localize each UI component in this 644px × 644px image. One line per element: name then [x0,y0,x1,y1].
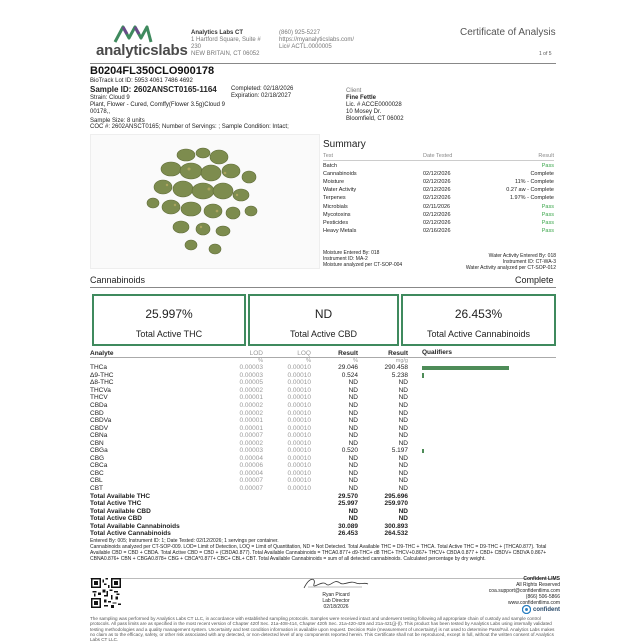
analyte-row [90,447,556,455]
disclaimer: The sampling was performed by Analytics Labs CT LLC, in accordance with established sampling protocols. Samples were received intact and underwent testing following all appropriate chain of custody and sample control protocols. All pass limits are as specified in the most recent version of Chapter 420f Sec. 21a-408-414, Chapter 420h Sec. 21a-420-429 and 21a-421(j)-(l). This product has been tested by Analytics Labs using internally validated testing methodologies and a quality management system. Uncertainty and test condition information is available upon request. Decision Rule (measurement of uncertainty) is not used to determine Pass/Fail. Analytics Labs makes no claim as to the efficacy, safety, or other risk associated with any detected, or non-detected level of any components reported herein. This Certificate shall not be reproduced, except in full, without the written consent of Analytics Labs CT LLC. [90,616,555,643]
summary-row [323,227,554,235]
analyte-row [90,455,556,463]
summary-result: 11% - Complete [514,179,554,186]
lims-name: Confident LIMS [523,576,560,582]
analyte-lod: 0.00003 [239,371,263,379]
total-name: Total Active Cannabinoids [90,530,171,538]
analyte-row [90,409,556,417]
analyte-lod: 0.00003 [239,447,263,455]
header-result-mg: Result [388,349,408,357]
analyte-result-mg: ND [398,417,408,425]
analyte-qualifier-cell [408,485,556,493]
summary-test: Cannabinoids [323,171,357,178]
summary-test: Pesticides [323,219,349,226]
summary-test: Moisture [323,179,345,186]
page-number: 1 of 5 [539,51,552,57]
analyte-result-pct: ND [348,454,358,462]
kpi-total-active-cannabinoids [401,294,556,346]
total-result-mg: 295.696 [384,492,408,500]
summary-row [323,194,554,202]
analyte-result-pct: ND [348,485,358,493]
analyte-qualifier-cell [408,439,556,447]
header-lod: LOD [249,349,263,357]
analyte-loq: 0.00010 [287,371,311,379]
summary-date: 02/16/2026 [423,227,451,234]
analyte-lod: 0.00005 [239,379,263,387]
analyte-lod: 0.00007 [239,477,263,485]
analyte-result-pct: ND [348,432,358,440]
summary-result: 0.27 aw - Complete [506,187,554,194]
analyte-row [90,424,556,432]
lab-address-line-2: NEW BRITAIN, CT 06052 [191,51,260,57]
summary-date: 02/12/2026 [423,219,451,226]
analyte-row [90,394,556,402]
analyte-lod: 0.00003 [239,364,263,372]
unit-mg: mg/g [395,357,408,364]
analyte-loq: 0.00010 [287,447,311,455]
water-instrument: Instrument ID: CT-WA-3 [502,259,556,265]
analyte-qualifier-cell [408,417,556,425]
analyte-loq: 0.00010 [287,424,311,432]
header-loq: LOQ [297,349,311,357]
lab-address-block [191,30,271,58]
summary-date: 02/11/2026 [423,203,451,210]
lims-rights: All Rights Reserved [516,582,560,588]
analyte-result-mg: ND [398,454,408,462]
analyte-name: CBNa [90,432,108,440]
product-photo [90,134,320,269]
total-result-mg: 259.970 [384,500,408,508]
analyte-name: THCa [90,364,107,372]
analyte-name: THCVa [90,386,111,394]
signer-name: Ryan Picard [322,592,350,598]
analyte-qualifier-cell [408,364,556,372]
total-result-mg: 300.893 [384,522,408,530]
analyte-lod: 0.00002 [239,402,263,409]
analyte-result-mg: ND [398,439,408,447]
analyte-rows [90,364,556,492]
analyte-result-mg: ND [398,485,408,493]
analyte-result-mg: 5.197 [391,447,408,455]
lab-address-line-1: 1 Hartford Square, Suite # 230 [191,37,261,50]
water-activity-info [440,253,556,271]
kpi-total-active-thc [92,294,246,346]
summary-test: Microbials [323,203,348,210]
analyte-row [90,417,556,425]
analyte-qualifier-cell [408,379,556,387]
analyte-result-mg: ND [398,469,408,477]
analyte-qualifier-cell [408,409,556,417]
signature-block [306,592,366,610]
total-result-mg: 264.532 [384,530,408,538]
analyte-loq: 0.00010 [287,432,311,440]
client-street: 10 Mosey Dr. [346,109,382,115]
summary-test: Batch [323,163,338,170]
lims-email[interactable]: coa.support@confidentlims.com [488,588,560,594]
analyte-row [90,387,556,395]
analyte-loq: 0.00010 [287,417,311,425]
analyte-result-pct: ND [348,394,358,402]
signature-date: 02/18/2026 [323,604,349,610]
analyte-result-bar [422,373,424,378]
footnote-definitions: Cannabinoids analyzed per CT-SOP-009. LOD= Limit of Detection, LOQ = Limit of Quantitation, ND = Not Detected. Total Available THC = D9-THC + THCA. Total Active THC = D9-THC + (THCA0.877). Total Available CBD = CBD + CBDA. Total Active CBD = CBD + (CBDA0.877). Total Available Cannabinoids = THCA0.877+ d9-THC+ d8 THC+ THCV+0.867+ THCV+ CBDA 0.877 + CBD+ CBDV+ CBDVA 0.867+ CBNA0.876+ CBN + CBGA0.878+ CBG + CBCA*0.877+ CBC+ CBL+ CBT. Total Available Cannabinoids = sum of all detected cannabinoids. Calculated percentage by dry weight. [90,544,547,562]
analyte-result-pct: 29.046 [338,364,358,372]
analyte-qualifier-cell [408,424,556,432]
client-name: Fine Fettle [346,95,377,101]
summary-date: 02/12/2026 [423,195,451,202]
analyte-lod: 0.00001 [239,417,263,425]
analyte-row [90,470,556,478]
analyte-loq: 0.00010 [287,379,311,387]
cannabinoids-status: Complete [515,275,554,285]
cannabinoids-divider [90,287,556,288]
dates-block [231,86,321,100]
analyte-result-pct: ND [348,386,358,394]
header-result-pct: Result [338,349,358,357]
analyte-row [90,462,556,470]
analyte-name: Δ9-THC [90,371,114,379]
analyte-qualifier-cell [408,402,556,410]
analyte-qualifier-cell [408,455,556,463]
summary-result: Pass [541,219,554,226]
total-row [90,507,556,515]
lims-phone: (866) 506-5866 [525,594,560,600]
lims-block [470,576,560,606]
expiration-date: Expiration: 02/18/2027 [231,93,292,99]
analyte-row [90,432,556,440]
analyte-name: THCV [90,394,108,402]
analyte-loq: 0.00010 [287,462,311,470]
summary-result: Pass [541,211,554,218]
lims-site[interactable]: www.confidentlims.com [508,600,560,606]
kpi-total-active-cbd [248,294,399,346]
analyte-lod: 0.00004 [239,454,263,462]
analyte-name: CBDVa [90,417,112,425]
client-city: Bloomfield, CT 06002 [346,116,404,122]
sample-size: Sample Size: 8 units [90,118,145,124]
summary-row [323,202,554,210]
total-name: Total Available Cannabinoids [90,522,180,530]
confident-logo-icon [522,605,531,614]
analyte-result-mg: ND [398,462,408,470]
water-sop: Water Activity analyzed per CT-SOP-012 [465,265,556,271]
moisture-entered-by: Moisture Entered By: 018 [323,250,380,256]
analyte-loq: 0.00010 [287,364,311,372]
analyte-row [90,477,556,485]
summary-row [323,186,554,194]
analyte-loq: 0.00010 [287,439,311,447]
analyte-qualifier-cell [408,432,556,440]
analyte-result-mg: ND [398,386,408,394]
analyte-qualifier-cell [408,447,556,455]
total-result-mg: ND [398,515,408,523]
analyte-name: CBG [90,454,105,462]
analyte-name: CBN [90,439,104,447]
summary-result: Pass [541,203,554,210]
analyte-name: CBCa [90,462,108,470]
analyte-name: CBDV [90,424,109,432]
unit-result: % [353,357,358,364]
summary-header-date: Date Tested [423,152,453,159]
analyticslabs-logo-text: analyticslabs [96,42,188,59]
analyte-name: Δ8-THC [90,379,114,387]
analyte-lod: 0.00002 [239,439,263,447]
analyte-qualifier-cell [408,387,556,395]
total-name: Total Active CBD [90,515,143,523]
analyte-result-mg: ND [398,424,408,432]
completed-date: Completed: 02/18/2026 [231,86,294,92]
matrix: Plant, Flower - Cured, Comffy(Flower 3.5g)Cloud 9 [90,102,225,108]
analyte-result-pct: ND [348,462,358,470]
total-result-pct: ND [348,507,358,515]
analyte-result-mg: ND [398,394,408,402]
client-license: Lic. # ACCE0000028 [346,102,402,108]
header-divider [90,63,556,64]
analyte-qualifier-cell [408,477,556,485]
confident-logo [522,605,560,614]
summary-result: Complete [530,171,554,178]
analyte-result-bar [422,366,509,371]
analyte-lod: 0.00007 [239,485,263,493]
analyte-lod: 0.00007 [239,432,263,440]
total-row [90,492,556,500]
summary-row [323,170,554,178]
analyte-row [90,485,556,493]
analyte-lod: 0.00004 [239,469,263,477]
analyte-row [90,379,556,387]
analyte-loq: 0.00010 [287,394,311,402]
client-label: Client [346,88,362,94]
analyte-qualifier-cell [408,394,556,402]
unit-lod: % [258,357,263,364]
biotrack-lot-id: BioTrack Lot ID: 5953 4061 7486 4692 [90,78,193,84]
analyte-lod: 0.00006 [239,462,263,470]
analyte-result-mg: ND [398,379,408,387]
document-title: Certificate of Analysis [460,27,556,38]
moisture-sop: Moisture analyzed per CT-SOP-004 [323,262,403,268]
director-signature [300,574,370,592]
lot-title: B0204FL350CLO900178 [90,65,215,77]
header-analyte: Analyte [90,349,114,357]
total-name: Total Available CBD [90,507,151,515]
kpi-total-value: 26.453% [454,307,503,321]
summary-header-row [323,151,554,161]
analyte-result-mg: ND [398,409,408,417]
unit-loq: % [306,357,311,364]
analyte-result-pct: ND [348,417,358,425]
summary-title: Summary [323,139,366,150]
lab-website-link[interactable]: https://myanalyticslabs.com/ [279,37,355,43]
analyte-qualifier-cell [408,372,556,380]
analyte-name: CBD [90,409,104,417]
client-block [346,88,446,123]
summary-result: Pass [541,227,554,234]
analyte-lod: 0.00001 [239,394,263,402]
footnote-entered: Entered By: 005; Instrument ID: 1; Date Tested: 02/12/2026; 1 servings per container. [90,538,279,544]
analyte-name: CBDa [90,402,108,409]
analyticslabs-logo-mark [113,24,153,44]
analyte-loq: 0.00010 [287,477,311,485]
summary-test: Heavy Metals [323,227,357,234]
lab-license: Lic# ACTL.0000005 [279,44,332,50]
cannabinoids-title: Cannabinoids [90,275,146,285]
strain: Strain: Cloud 9 [90,95,130,101]
summary-test: Water Activity [323,187,357,194]
analyte-loq: 0.00010 [287,402,311,409]
analyte-loq: 0.00010 [287,454,311,462]
summary-test: Mycotoxins [323,211,351,218]
analyte-row [90,372,556,380]
analyte-name: CBGa [90,447,108,455]
summary-table [323,151,554,235]
analyte-loq: 0.00010 [287,386,311,394]
lab-name: Analytics Labs CT [191,30,244,36]
water-entered-by: Water Activity Entered By: 018 [488,253,556,259]
analyte-qualifier-cell [408,470,556,478]
summary-row [323,162,554,170]
analyte-table [90,349,556,538]
footnotes [90,538,556,562]
analyte-lod: 0.00001 [239,424,263,432]
total-row [90,500,556,508]
total-result-pct: 29.570 [338,492,358,500]
analyte-result-pct: 0.524 [341,371,358,379]
analyte-result-pct: ND [348,379,358,387]
kpi-thc-value: 25.997% [145,307,193,321]
cannabis-flower-image [91,135,319,268]
kpi-cbd-value: ND [314,307,333,321]
summary-result: 1.97% - Complete [509,195,554,202]
summary-row [323,211,554,219]
analyte-result-mg: ND [398,477,408,485]
analyte-result-pct: ND [348,402,358,409]
analyte-result-pct: 0.520 [341,447,358,455]
signer-title: Lab Director [322,598,350,604]
analyte-loq: 0.00010 [287,409,311,417]
kpi-total-label: Total Active Cannabinoids [426,329,531,339]
sample-id: Sample ID: 2602ANSCT0165-1164 [90,85,217,94]
analyte-result-mg: ND [398,402,408,409]
analyte-loq: 0.00010 [287,469,311,477]
sample-details [90,95,240,116]
moisture-info [323,250,423,268]
sample-code: 00178,, [90,109,111,115]
kpi-cbd-label: Total Active CBD [289,329,358,339]
analyte-name: CBT [90,485,103,493]
analyte-result-mg: 290.458 [384,364,408,372]
summary-date: 02/12/2026 [423,187,451,194]
total-row [90,522,556,530]
summary-rows [323,162,554,235]
summary-date: 02/12/2026 [423,179,451,186]
total-name: Total Active THC [90,500,142,508]
total-row [90,515,556,523]
moisture-instrument: Instrument ID: MA-2 [323,256,368,262]
lab-phone: (860) 925-5227 [279,30,321,36]
summary-result: Pass [541,163,554,170]
qr-code[interactable] [91,578,121,608]
analyte-result-pct: ND [348,477,358,485]
total-result-mg: ND [398,507,408,515]
coc-line: COC #: 2602ANSCT0165; Number of Servings: ; Sample Condition: Intact; [90,124,289,130]
summary-row [323,219,554,227]
confident-logo-text: confident [533,606,560,613]
total-row [90,530,556,538]
analyte-result-pct: ND [348,409,358,417]
analyte-row [90,364,556,372]
total-result-pct: 25.997 [338,500,358,508]
total-result-pct: 30.089 [338,522,358,530]
summary-header-result: Result [538,152,554,159]
lab-contact-block [279,30,389,51]
analyte-qualifier-cell [408,462,556,470]
header-qualifiers: Qualifiers [422,349,452,356]
total-rows [90,492,556,537]
analyte-loq: 0.00010 [287,485,311,493]
analyte-lod: 0.00002 [239,386,263,394]
kpi-thc-label: Total Active THC [135,329,203,339]
analyte-row [90,439,556,447]
total-name: Total Available THC [90,492,151,500]
summary-date: 02/12/2026 [423,211,451,218]
total-result-pct: ND [348,515,358,523]
analyte-result-bar [422,449,424,454]
analyte-result-pct: ND [348,424,358,432]
summary-header-test: Test [323,152,334,159]
summary-row [323,178,554,186]
analyte-result-mg: ND [398,432,408,440]
summary-date: 02/12/2026 [423,171,451,178]
analyte-result-pct: ND [348,469,358,477]
analyte-lod: 0.00002 [239,409,263,417]
analyte-result-pct: ND [348,439,358,447]
total-result-pct: 26.453 [338,530,358,538]
analyte-name: CBL [90,477,103,485]
analyte-row [90,402,556,410]
analyte-result-mg: 5.238 [391,371,408,379]
summary-test: Terpenes [323,195,346,202]
analyte-name: CBC [90,469,104,477]
